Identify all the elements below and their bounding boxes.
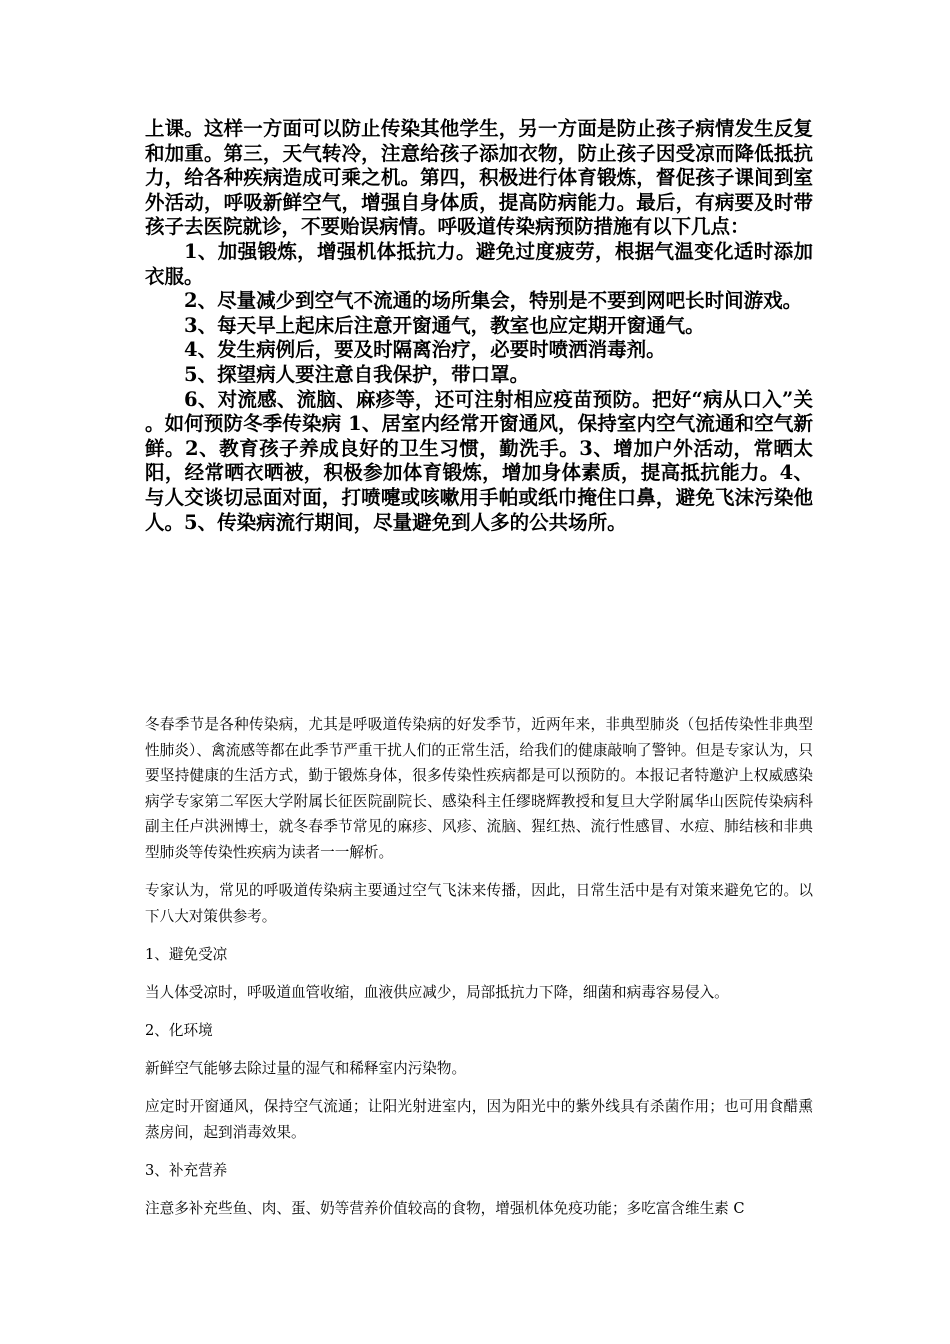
item-heading-environment: 2、化环境 bbox=[145, 1022, 213, 1039]
measure-item-2: 2、尽量减少到空气不流通的场所集会，特别是不要到网吧长时间游戏。 bbox=[184, 289, 803, 313]
measure-item-5: 5、探望病人要注意自我保护，带口罩。 bbox=[184, 362, 530, 386]
prevention-measures-section bbox=[145, 117, 813, 535]
item-text-nutrition: 注意多补充些鱼、肉、蛋、奶等营养价值较高的食物，增强机体免疫功能；多吃富含维生素 C bbox=[145, 1199, 745, 1217]
measure-item-6: 6、对流感、流脑、麻疹等，还可注射相应疫苗预防。把好“病从口入”关 。如何预防冬季传染病 1、居室内经常开窗通风，保持室内空气流通和空气新鲜。2、教育孩子养成良好的卫生习惯，勤洗手。3、增加户外活动，常晒太阳，经常晒衣晒被，积极参加体育锻炼，增加身体素质，提高抵抗能力。4、与人交谈切忌面对面，打喷嚏或咳嗽用手帕或纸巾掩住口鼻，避免飞沫污染他人。5、传染病流行期间，尽量避免到人多的公共场所。 bbox=[145, 387, 813, 534]
measure-item-3: 3、每天早上起床后注意开窗通气，教室也应定期开窗通气。 bbox=[184, 313, 705, 337]
measure-item-4: 4、发生病例后，要及时隔离治疗，必要时喷洒消毒剂。 bbox=[184, 338, 666, 362]
item-text-avoid-cold: 当人体受凉时，呼吸道血管收缩，血液供应减少，局部抵抗力下降，细菌和病毒容易侵入。 bbox=[145, 983, 729, 1001]
item-text-environment-1: 新鲜空气能够去除过量的湿气和稀释室内污染物。 bbox=[145, 1059, 467, 1077]
measure-item-1: 1、加强锻炼，增强机体抵抗力。避免过度疲劳，根据气温变化适时添加衣服。 bbox=[145, 239, 813, 288]
winter-spring-article bbox=[145, 712, 813, 1234]
item-heading-avoid-cold: 1、避免受凉 bbox=[145, 946, 228, 963]
paragraph-school-advice: 上课。这样一方面可以防止传染其他学生，另一方面是防止孩子病情发生反复和加重。第三，天气转冷，注意给孩子添加衣物，防止孩子因受凉而降低抵抗力，给各种疾病造成可乘之机。第四，积极进行体育锻炼，督促孩子课间到室外活动，呼吸新鲜空气，增强自身体质，提高防病能力。最后，有病要及时带孩子去医院就诊，不要贻误病情。呼吸道传染病预防措施有以下几点： bbox=[145, 117, 813, 239]
item-heading-nutrition: 3、补充营养 bbox=[145, 1162, 228, 1179]
article-lead-paragraph: 专家认为，常见的呼吸道传染病主要通过空气飞沫来传播，因此，日常生活中是有对策来避免它的。以下八大对策供参考。 bbox=[145, 882, 813, 925]
article-intro-paragraph: 冬春季节是各种传染病，尤其是呼吸道传染病的好发季节，近两年来，非典型肺炎（包括传染性非典型性肺炎）、禽流感等都在此季节严重干扰人们的正常生活，给我们的健康敲响了警钟。但是专家认为，只要坚持健康的生活方式，勤于锻炼身体，很多传染性疾病都是可以预防的。本报记者特邀沪上权威感染病学专家第二军医大学附属长征医院副院长、感染科主任缪晓辉教授和复旦大学附属华山医院传染病科副主任卢洪洲博士，就冬春季节常见的麻疹、风疹、流脑、猩红热、流行性感冒、水痘、肺结核和非典型肺炎等传染性疾病为读者一一解析。 bbox=[145, 716, 813, 861]
item-text-environment-2: 应定时开窗通风，保持空气流通；让阳光射进室内，因为阳光中的紫外线具有杀菌作用；也可用食醋熏蒸房间，起到消毒效果。 bbox=[145, 1098, 813, 1141]
